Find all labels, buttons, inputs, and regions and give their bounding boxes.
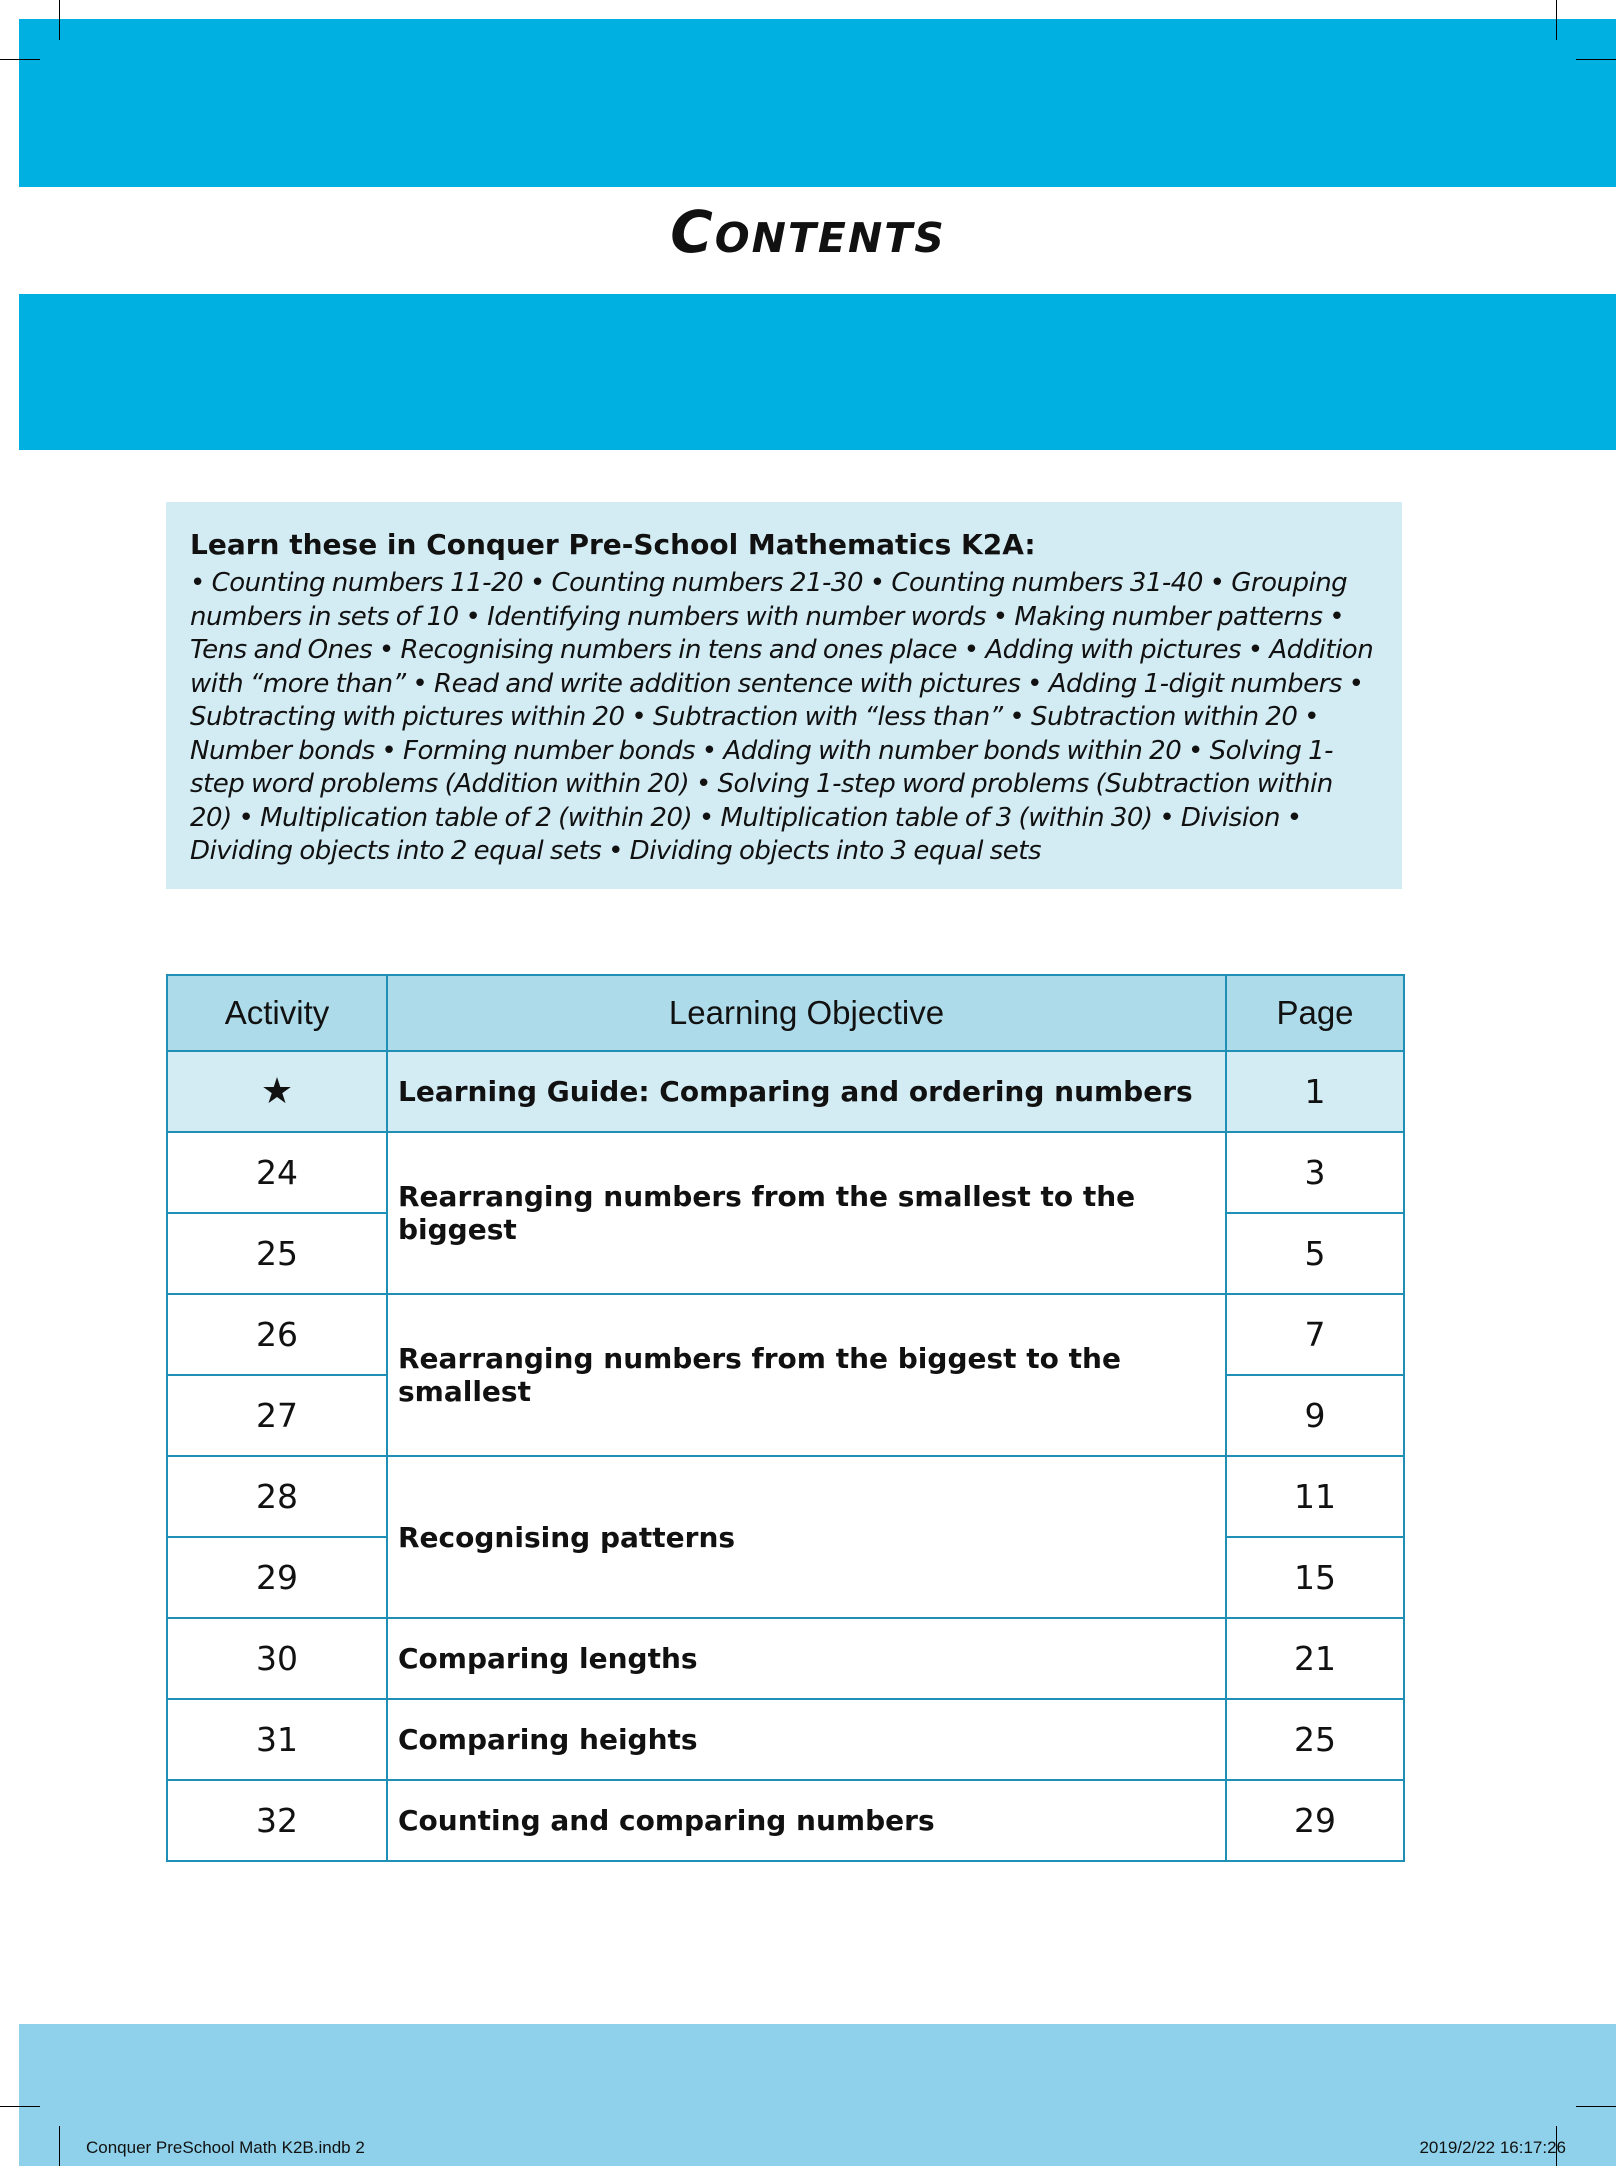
objective-cell: Counting and comparing numbers [387, 1780, 1226, 1861]
crop-mark [0, 59, 40, 60]
activity-number: 30 [167, 1618, 387, 1699]
page-number: 15 [1226, 1537, 1404, 1618]
activity-number: 24 [167, 1132, 387, 1213]
learn-summary-box [166, 502, 1402, 889]
crop-mark [0, 2106, 40, 2107]
learn-topics-text: • Counting numbers 11-20 • Counting numbers 21-30 • Counting numbers 31-40 • Grouping numbers in sets of 10 • Identifying numbers with number words • Making number patterns • Tens and Ones • Recognising numbers in tens and ones place • Adding with pictures • Addition with “more than” • Read and write addition sentence with pictures • Adding 1-digit numbers • Subtracting with pictures within 20 • Subtraction with “less than” • Subtraction within 20 • Number bonds • Forming number bonds • Adding with number bonds within 20 • Solving 1-step word problems (Addition within 20) • Solving 1-step word problems (Subtraction within 20) • Multiplication table of 2 (within 20) • Multiplication table of 3 (within 30) • Division • Dividing objects into 2 equal sets • Dividing objects into 3 equal sets [190, 568, 1374, 866]
footer-timestamp: 2019/2/22 16:17:26 [1419, 2138, 1566, 2157]
page-number: 25 [1226, 1699, 1404, 1780]
guide-objective: Learning Guide: Comparing and ordering numbers [387, 1051, 1226, 1132]
learning-guide-row [167, 1051, 1404, 1132]
page-number: 7 [1226, 1294, 1404, 1375]
activity-number: 31 [167, 1699, 387, 1780]
activity-number: 27 [167, 1375, 387, 1456]
page-number: 9 [1226, 1375, 1404, 1456]
activity-number: 28 [167, 1456, 387, 1537]
crop-mark [1556, 0, 1557, 40]
activity-number: 29 [167, 1537, 387, 1618]
crop-mark [59, 2126, 60, 2166]
table-row [167, 1132, 1404, 1213]
page-number: 11 [1226, 1456, 1404, 1537]
header-activity: Activity [167, 975, 387, 1051]
contents-table [166, 974, 1405, 1862]
objective-cell: Rearranging numbers from the smallest to the biggest [387, 1132, 1226, 1294]
page-number: 5 [1226, 1213, 1404, 1294]
crop-mark [1576, 2106, 1616, 2107]
top-color-band [19, 19, 1616, 187]
guide-page: 1 [1226, 1051, 1404, 1132]
footer-file-info: Conquer PreSchool Math K2B.indb 2 [86, 2138, 365, 2157]
objective-cell: Recognising patterns [387, 1456, 1226, 1618]
header-page: Page [1226, 975, 1404, 1051]
page-number: 29 [1226, 1780, 1404, 1861]
table-row [167, 1699, 1404, 1780]
page-number: 21 [1226, 1618, 1404, 1699]
activity-number: 26 [167, 1294, 387, 1375]
activity-number: 25 [167, 1213, 387, 1294]
table-row [167, 1618, 1404, 1699]
page-number: 3 [1226, 1132, 1404, 1213]
crop-mark [1576, 59, 1616, 60]
middle-color-band [19, 294, 1616, 450]
learn-heading: Learn these in Conquer Pre-School Mathematics K2A: [190, 528, 1036, 561]
table-row [167, 1294, 1404, 1375]
page-title: Contents [670, 198, 946, 266]
table-row [167, 1780, 1404, 1861]
header-objective: Learning Objective [387, 975, 1226, 1051]
objective-cell: Rearranging numbers from the biggest to the smallest [387, 1294, 1226, 1456]
activity-number: 32 [167, 1780, 387, 1861]
table-header-row [167, 975, 1404, 1051]
objective-cell: Comparing heights [387, 1699, 1226, 1780]
table-row [167, 1456, 1404, 1537]
star-icon: ★ [167, 1051, 387, 1132]
crop-mark [59, 0, 60, 40]
objective-cell: Comparing lengths [387, 1618, 1226, 1699]
